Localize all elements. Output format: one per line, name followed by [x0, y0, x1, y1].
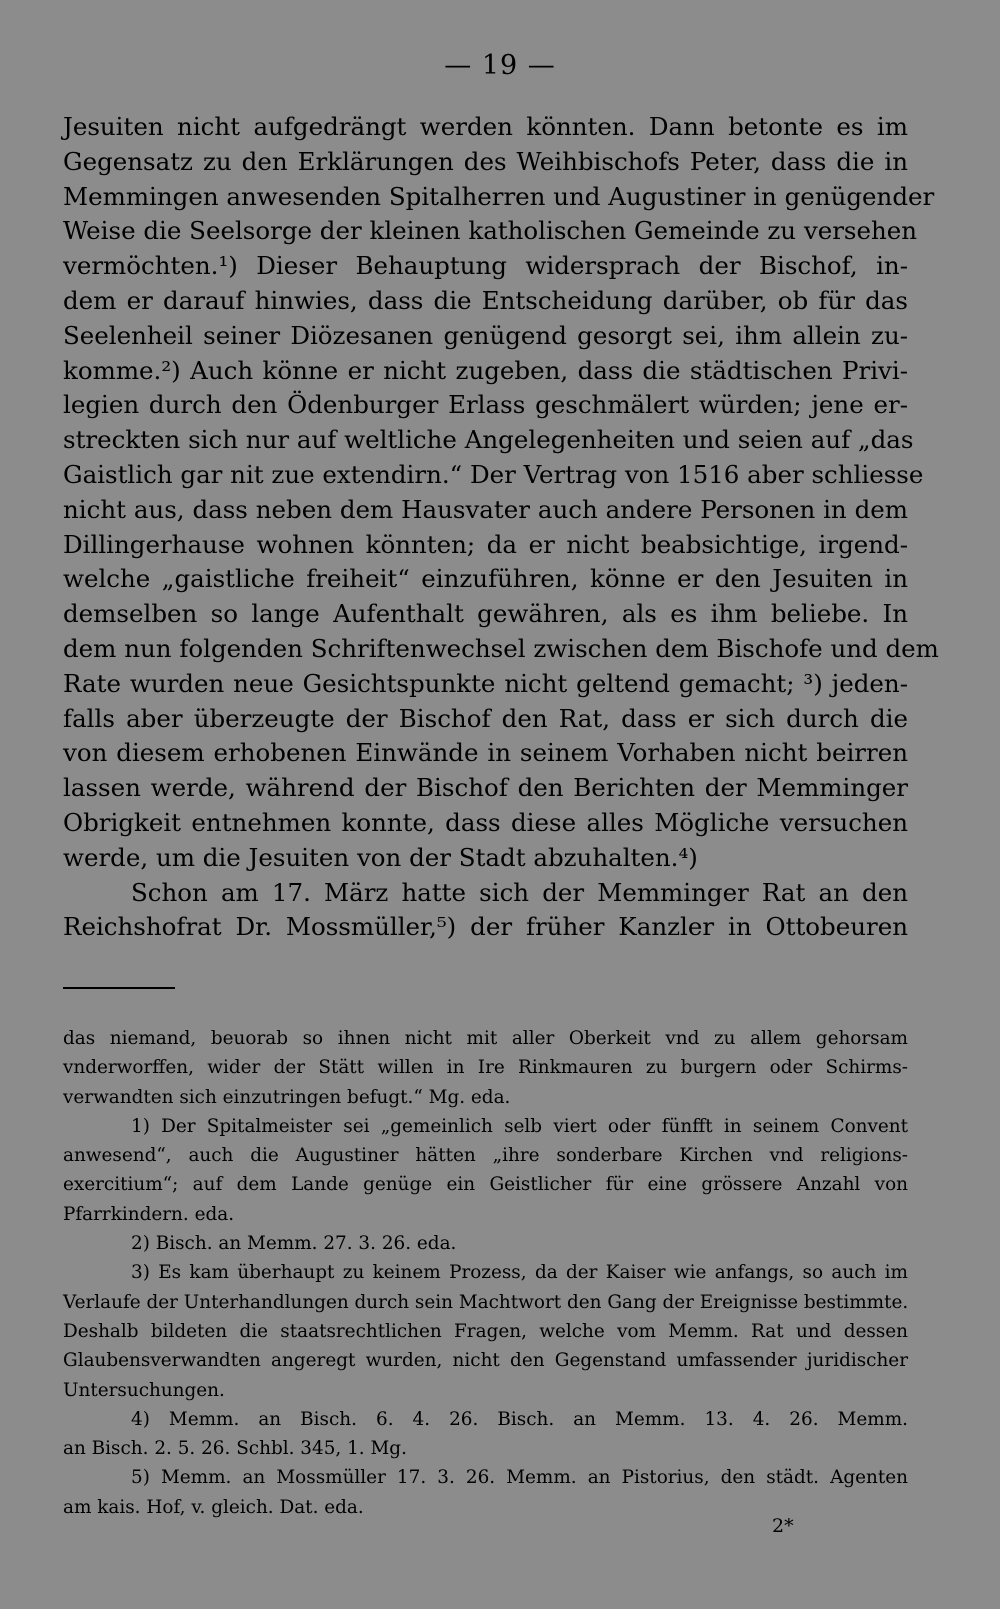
- body-line: streckten sich nur auf weltliche Angelegenheiten und seien auf „das: [63, 425, 914, 455]
- body-line: vermöchten.¹) Dieser Behauptung widersprach der Bischof, in-: [63, 251, 908, 281]
- footnote-line: das niemand, beuorab so ihnen nicht mit aller Oberkeit vnd zu allem gehorsam: [63, 1028, 908, 1049]
- body-line: Obrigkeit entnehmen konnte, dass diese alles Mögliche versuchen: [63, 807, 908, 837]
- footnote-line: 1) Der Spitalmeister sei „gemeinlich selb viert oder fünfft in seinem Convent: [131, 1115, 908, 1137]
- footnote-line: 5) Memm. an Mossmüller 17. 3. 26. Memm. an Pistorius, den städt. Agenten: [131, 1467, 908, 1489]
- footnote-line: anwesend“, auch die Augustiner hätten „ihre sonderbare Kirchen vnd religions-: [63, 1145, 908, 1167]
- body-line: Gegensatz zu den Erklärungen des Weihbischofs Peter, dass die in: [63, 146, 908, 176]
- body-line: lassen werde, während der Bischof den Berichten der Memminger: [63, 773, 908, 803]
- body-text: [63, 110, 939, 945]
- body-line: demselben so lange Aufenthalt gewähren, als es ihm beliebe. In: [63, 599, 908, 629]
- body-line: legien durch den Ödenburger Erlass geschmälert würden; jene er-: [63, 390, 908, 420]
- footnote-line: 3) Es kam überhaupt zu keinem Prozess, da der Kaiser wie anfangs, so auch im: [131, 1262, 908, 1284]
- body-line: Rate wurden neue Gesichtspunkte nicht geltend gemacht; ³) jeden-: [63, 668, 908, 698]
- body-line: Jesuiten nicht aufgedrängt werden könnten. Dann betonte es im: [63, 112, 908, 141]
- page-number: — 19 —: [444, 50, 556, 81]
- signature-mark: 2*: [772, 1515, 794, 1537]
- body-line: Weise die Seelsorge der kleinen katholischen Gemeinde zu versehen: [63, 216, 918, 246]
- footnotes: [63, 1024, 908, 1522]
- footnote-line: an Bisch. 2. 5. 26. Schbl. 345, 1. Mg.: [63, 1438, 407, 1460]
- body-line: falls aber überzeugte der Bischof den Rat, dass er sich durch die: [63, 703, 908, 733]
- footnote-line: Glaubensverwandten angeregt wurden, nicht den Gegenstand umfassender juridischer: [63, 1350, 908, 1372]
- footnote-separator: [63, 987, 175, 989]
- body-line: Gaistlich gar nit zue extendirn.“ Der Vertrag von 1516 aber schliesse: [63, 459, 924, 489]
- body-line: von diesem erhobenen Einwände in seinem Vorhaben nicht beirren: [63, 738, 908, 768]
- body-line: werde, um die Jesuiten von der Stadt abzuhalten.⁴): [63, 842, 698, 872]
- body-line: Memmingen anwesenden Spitalherren und Augustiner in genügender: [63, 181, 935, 211]
- body-line: dem nun folgenden Schriftenwechsel zwischen dem Bischofe und dem: [63, 633, 939, 663]
- footnote-line: exercitium“; auf dem Lande genüge ein Geistlicher für eine grössere Anzahl von: [63, 1174, 908, 1196]
- footnote-line: Untersuchungen.: [63, 1379, 225, 1401]
- body-line: dem er darauf hinwies, dass die Entscheidung darüber, ob für das: [63, 285, 908, 315]
- body-line: Dillingerhause wohnen könnten; da er nicht beabsichtige, irgend-: [63, 529, 908, 559]
- footnote-line: 2) Bisch. an Memm. 27. 3. 26. eda.: [131, 1233, 457, 1255]
- footnote-line: Deshalb bildeten die staatsrechtlichen Fragen, welche vom Memm. Rat und dessen: [63, 1320, 908, 1342]
- body-line: Seelenheil seiner Diözesanen genügend gesorgt sei, ihm allein zu-: [63, 320, 908, 350]
- body-line: Schon am 17. März hatte sich der Memminger Rat an den: [131, 877, 908, 907]
- body-line: Reichshofrat Dr. Mossmüller,⁵) der früher Kanzler in Ottobeuren: [63, 912, 908, 942]
- body-line: welche „gaistliche freiheit“ einzuführen, könne er den Jesuiten in: [63, 564, 908, 594]
- footnote-line: verwandten sich einzutringen befugt.“ Mg. eda.: [63, 1086, 511, 1108]
- footnote-line: 4) Memm. an Bisch. 6. 4. 26. Bisch. an Memm. 13. 4. 26. Memm.: [131, 1408, 908, 1430]
- body-line: komme.²) Auch könne er nicht zugeben, dass die städtischen Privi-: [63, 355, 908, 385]
- footnote-line: vnderworffen, wider der Stätt willen in Ire Rinkmauren zu burgern oder Schirms-: [63, 1057, 908, 1079]
- footnote-line: Verlaufe der Unterhandlungen durch sein Machtwort den Gang der Ereignisse bestimmte.: [63, 1291, 909, 1313]
- body-line: nicht aus, dass neben dem Hausvater auch andere Personen in dem: [63, 494, 908, 524]
- footnote-line: Pfarrkindern. eda.: [63, 1203, 235, 1225]
- footnote-line: am kais. Hof, v. gleich. Dat. eda.: [63, 1496, 364, 1518]
